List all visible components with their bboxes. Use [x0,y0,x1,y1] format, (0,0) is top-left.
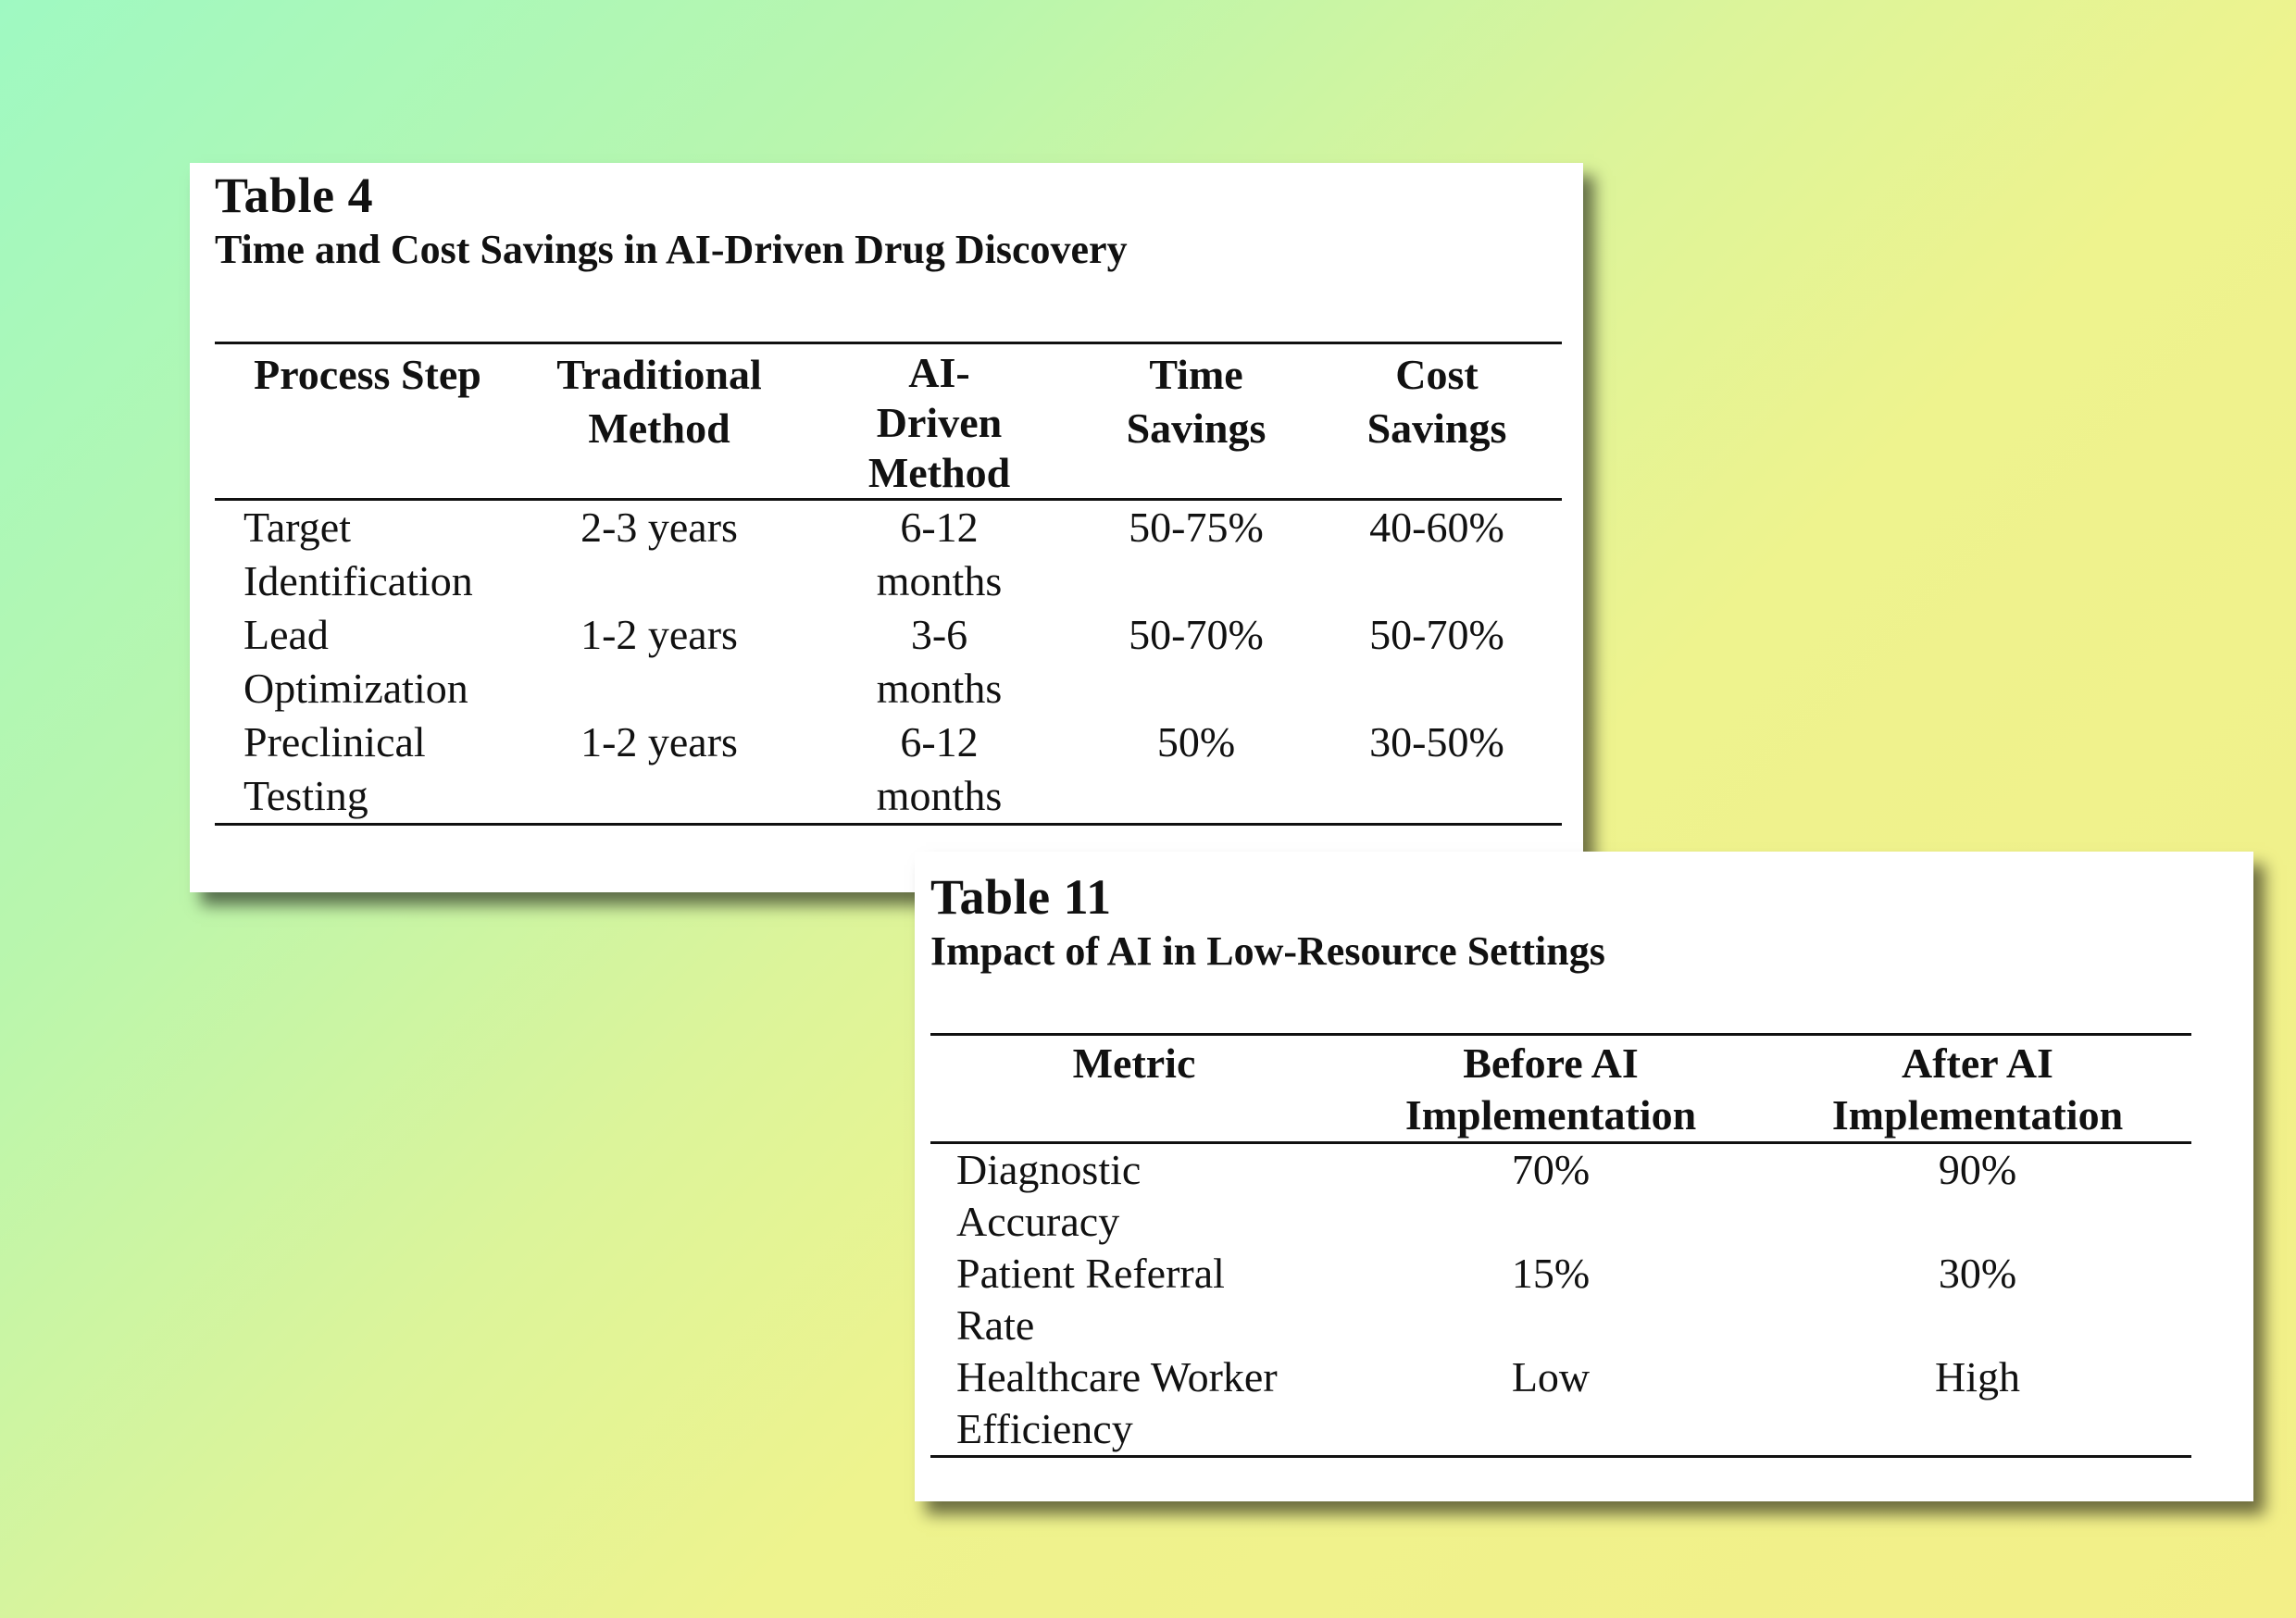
table-4 [215,342,1562,826]
cell-before: 15% [1511,1250,1591,1297]
header-cost-savings [1312,343,1562,500]
cell-time-savings: 50% [1156,718,1236,765]
cell-time-savings: 50-70% [1129,611,1264,658]
cell-time-savings: 50-75% [1129,504,1264,551]
header-line: Traditional [556,351,762,398]
header-line: Savings [1126,404,1267,452]
cell-process-step [215,500,520,609]
table-11-caption: Impact of AI in Low-Resource Settings [930,928,1605,974]
cell-cost-savings: 50-70% [1369,611,1504,658]
cell-cost-savings: 30-50% [1369,718,1504,765]
header-line: Implementation [1404,1091,1697,1139]
table-4-title: Table 4 [215,168,374,223]
cell-line: Patient Referral [956,1250,1225,1297]
table-row [215,716,1562,825]
header-line: Cost [1395,351,1479,398]
table-header-row [930,1035,2191,1143]
cell-line: Optimization [243,665,468,712]
header-metric [930,1035,1338,1143]
cell-ai-driven [798,608,1080,716]
cell-cost-savings: 40-60% [1369,504,1504,551]
table-11 [930,1033,2191,1458]
table-row [215,608,1562,716]
cell-after: 30% [1938,1250,2017,1297]
table-11-card [915,852,2253,1501]
table-row [930,1248,2191,1351]
table-row [215,500,1562,609]
table-row [930,1143,2191,1249]
cell-metric [930,1143,1338,1249]
cell-line: Rate [956,1301,1035,1349]
cell-line: Accuracy [956,1198,1120,1245]
table-4-card [190,163,1583,892]
cell-line: months [876,772,1003,819]
cell-line: 6-12 [900,504,979,551]
cell-line: Efficiency [956,1405,1133,1452]
header-line: Before AI [1463,1039,1639,1087]
header-line: Method [588,404,730,452]
header-time-savings [1080,343,1312,500]
header-line: Metric [1072,1039,1196,1087]
header-line: Method [867,449,1011,496]
cell-after: 90% [1938,1146,2017,1193]
table-header-row [215,343,1562,500]
header-process-step [215,343,520,500]
cell-line: Target [243,504,351,551]
cell-metric [930,1351,1338,1457]
header-line: Process Step [254,351,481,398]
header-line: Savings [1366,404,1507,452]
header-line: AI- [908,349,970,396]
header-traditional-method [520,343,798,500]
cell-process-step [215,716,520,825]
cell-before: 70% [1511,1146,1591,1193]
cell-before: Low [1511,1353,1591,1400]
cell-ai-driven [798,716,1080,825]
header-line: After AI [1902,1039,2053,1087]
cell-line: months [876,665,1003,712]
cell-line: Healthcare Worker [956,1353,1278,1400]
cell-line: 6-12 [900,718,979,765]
cell-after: High [1935,1353,2020,1400]
header-ai-driven-method [798,343,1080,500]
cell-traditional: 1-2 years [580,718,738,765]
table-row [930,1351,2191,1457]
cell-line: Testing [243,772,368,819]
cell-process-step [215,608,520,716]
cell-line: Preclinical [243,718,426,765]
cell-traditional: 2-3 years [580,504,738,551]
cell-line: Lead [243,611,329,658]
cell-line: 3-6 [910,611,968,658]
header-line: Driven [876,399,1003,446]
header-after-ai [1764,1035,2191,1143]
header-before-ai [1338,1035,1764,1143]
cell-line: Identification [243,557,473,604]
header-line: Time [1149,351,1243,398]
header-line: Implementation [1831,1091,2124,1139]
cell-line: Diagnostic [956,1146,1142,1193]
cell-metric [930,1248,1338,1351]
table-4-caption: Time and Cost Savings in AI-Driven Drug Discovery [215,227,1128,272]
cell-traditional: 1-2 years [580,611,738,658]
cell-ai-driven [798,500,1080,609]
table-11-title: Table 11 [930,869,1112,925]
cell-line: months [876,557,1003,604]
